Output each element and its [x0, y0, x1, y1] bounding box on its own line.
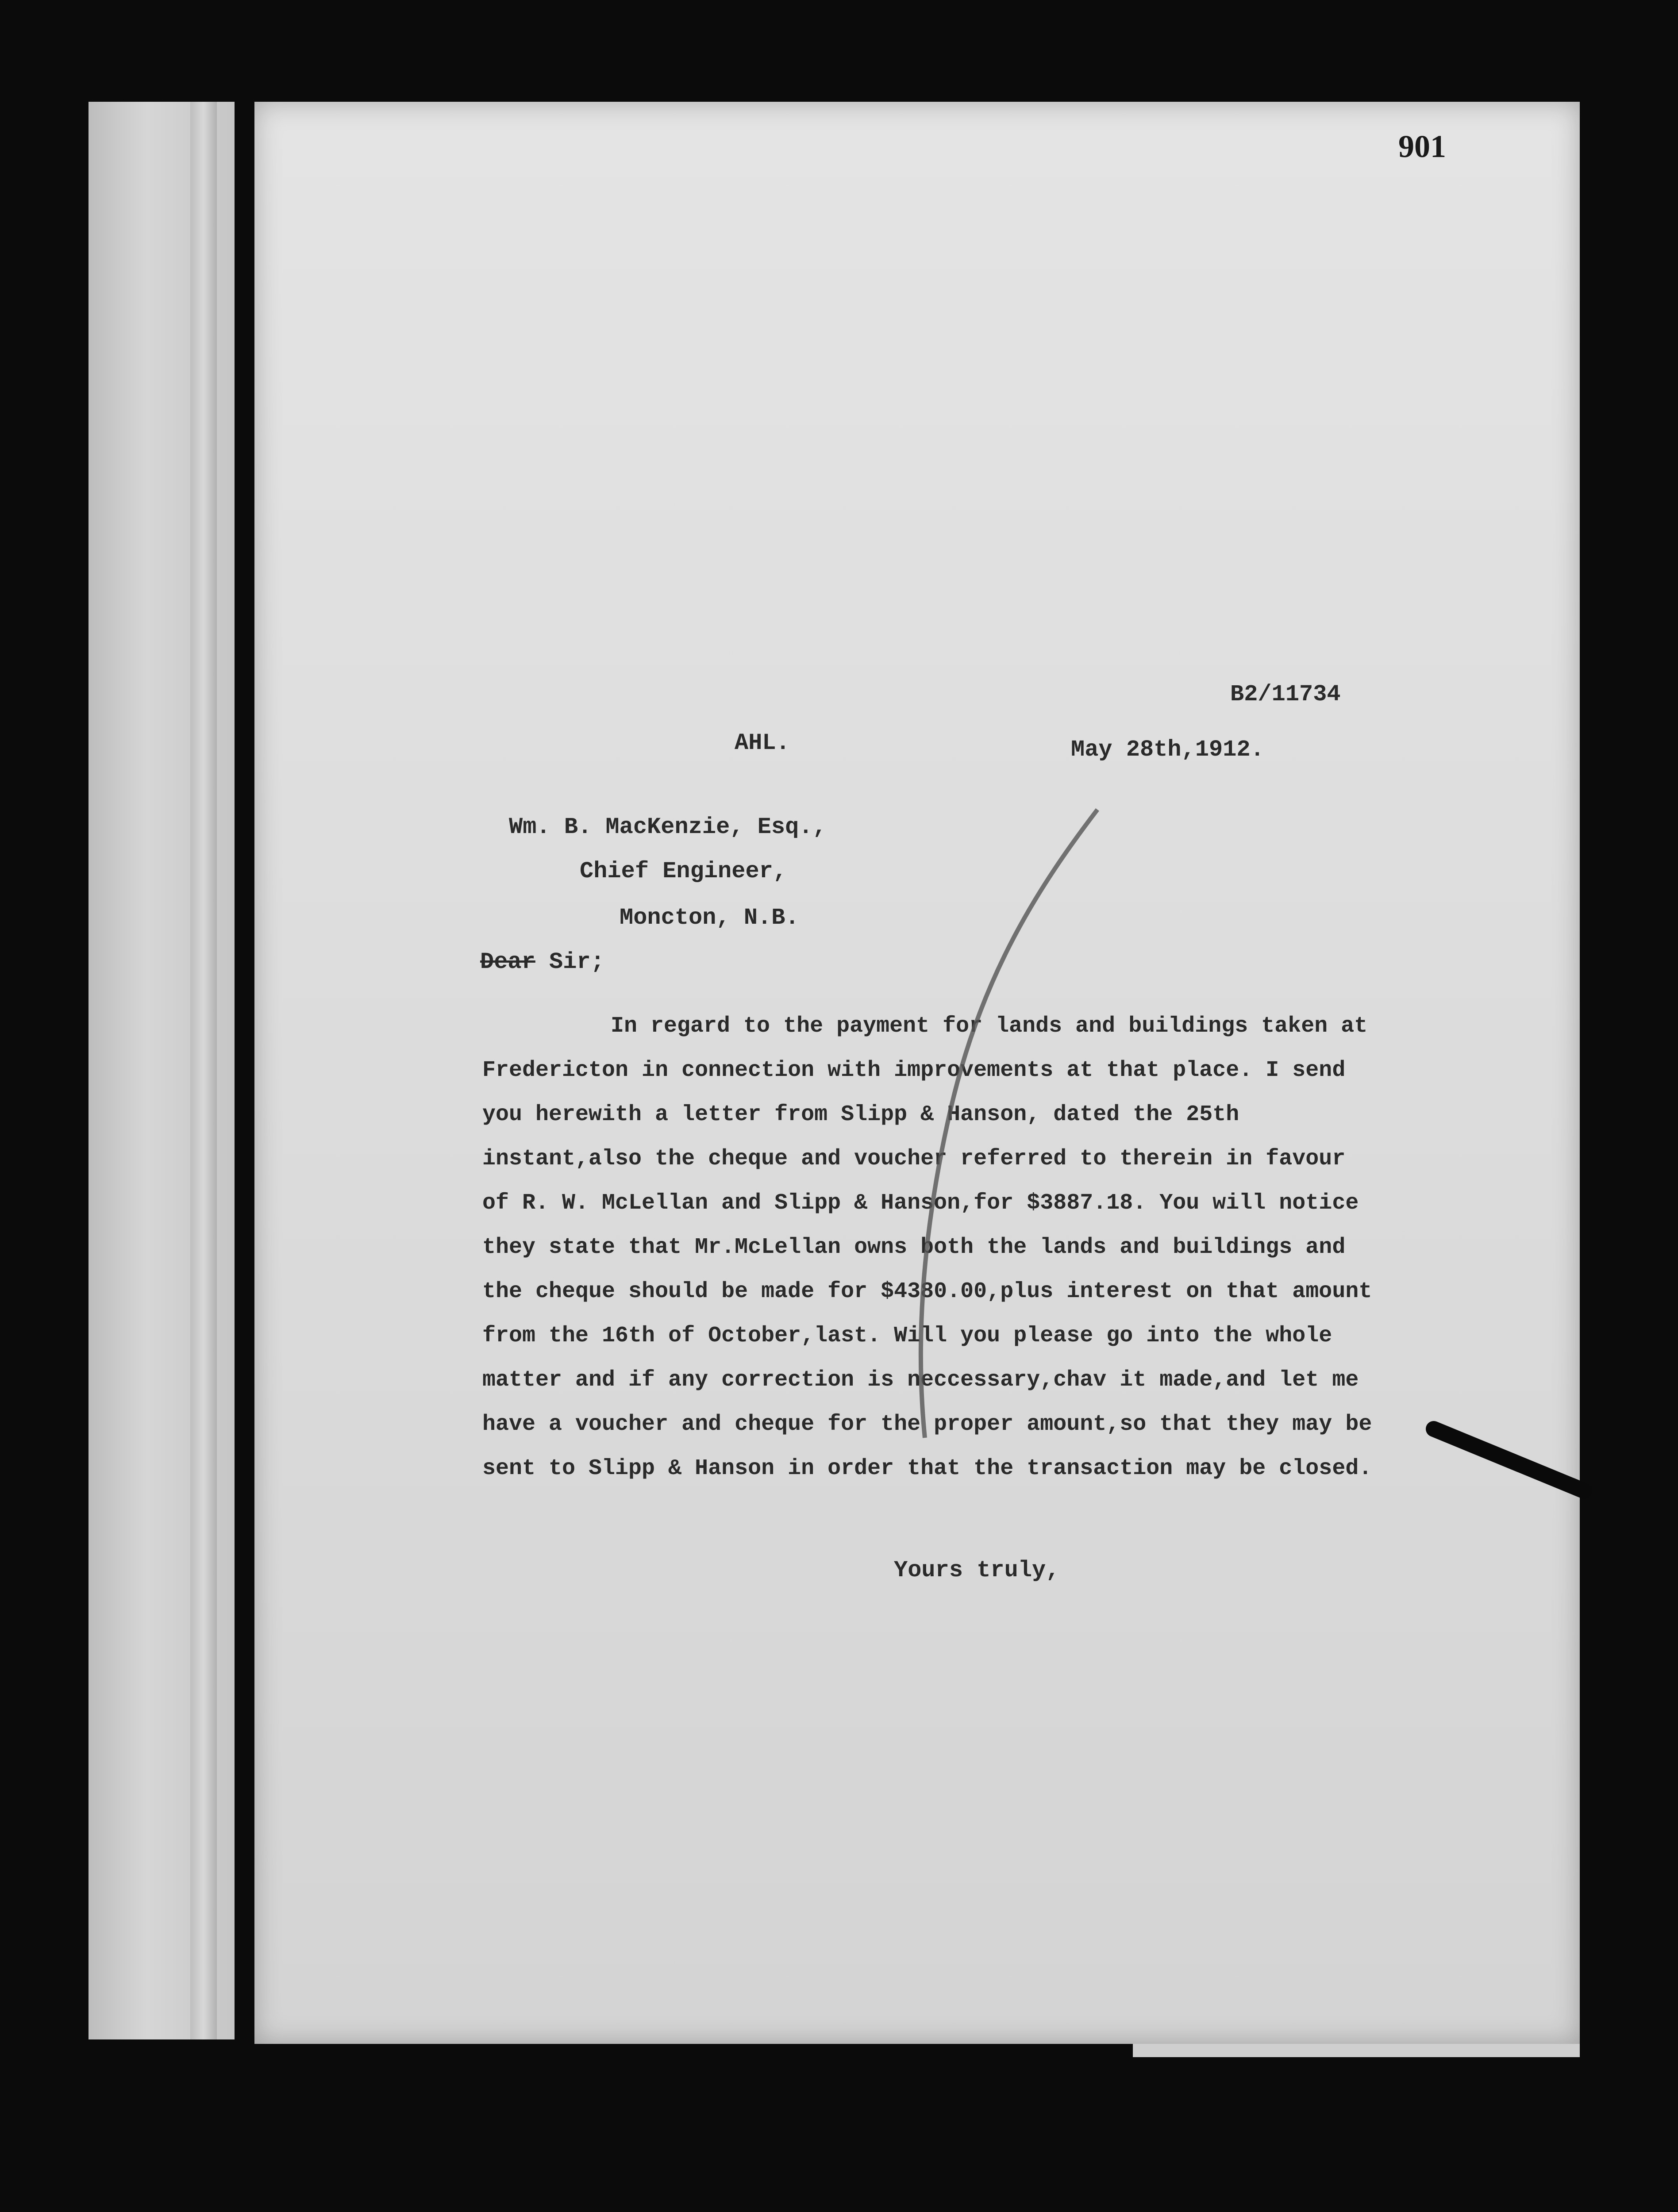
letter-closing: Yours truly,: [894, 1557, 1060, 1583]
addressee-title: Chief Engineer,: [580, 858, 787, 884]
pen-pointer: [1434, 1429, 1584, 1491]
page-number: 901: [1398, 129, 1446, 164]
typist-initials: AHL.: [735, 730, 790, 756]
pen-curve: [921, 810, 1097, 1438]
letter-date: May 28th,1912.: [1071, 737, 1264, 763]
addressee-name: Wm. B. MacKenzie, Esq.,: [509, 814, 827, 840]
addressee-location: Moncton, N.B.: [620, 905, 799, 931]
reference-number: B2/11734: [1230, 681, 1341, 707]
struck-salutation-word: Dear: [480, 949, 535, 975]
letter-body: In regard to the payment for lands and buildings taken at Fredericton in connection with improvements at that place. I send you herewith a letter from Slipp & Hanson, dated the 25th instant,also the cheque and voucher referred to therein in favour of R. W. McLellan and Slipp & Hanson,for $3887.18. You will notice they state that Mr.McLellan owns both the lands and buildings and the cheque should be made for $4380.00,plus interest on that amount from the 16th of October,last. Will you please go into the whole matter and if any correction is neccessary,chav it made,and let me have a voucher and cheque for the proper amount,so that they may be sent to Slipp & Hanson in order that the transaction may be closed.: [482, 1014, 1372, 1481]
salutation-text: Sir;: [549, 949, 604, 975]
